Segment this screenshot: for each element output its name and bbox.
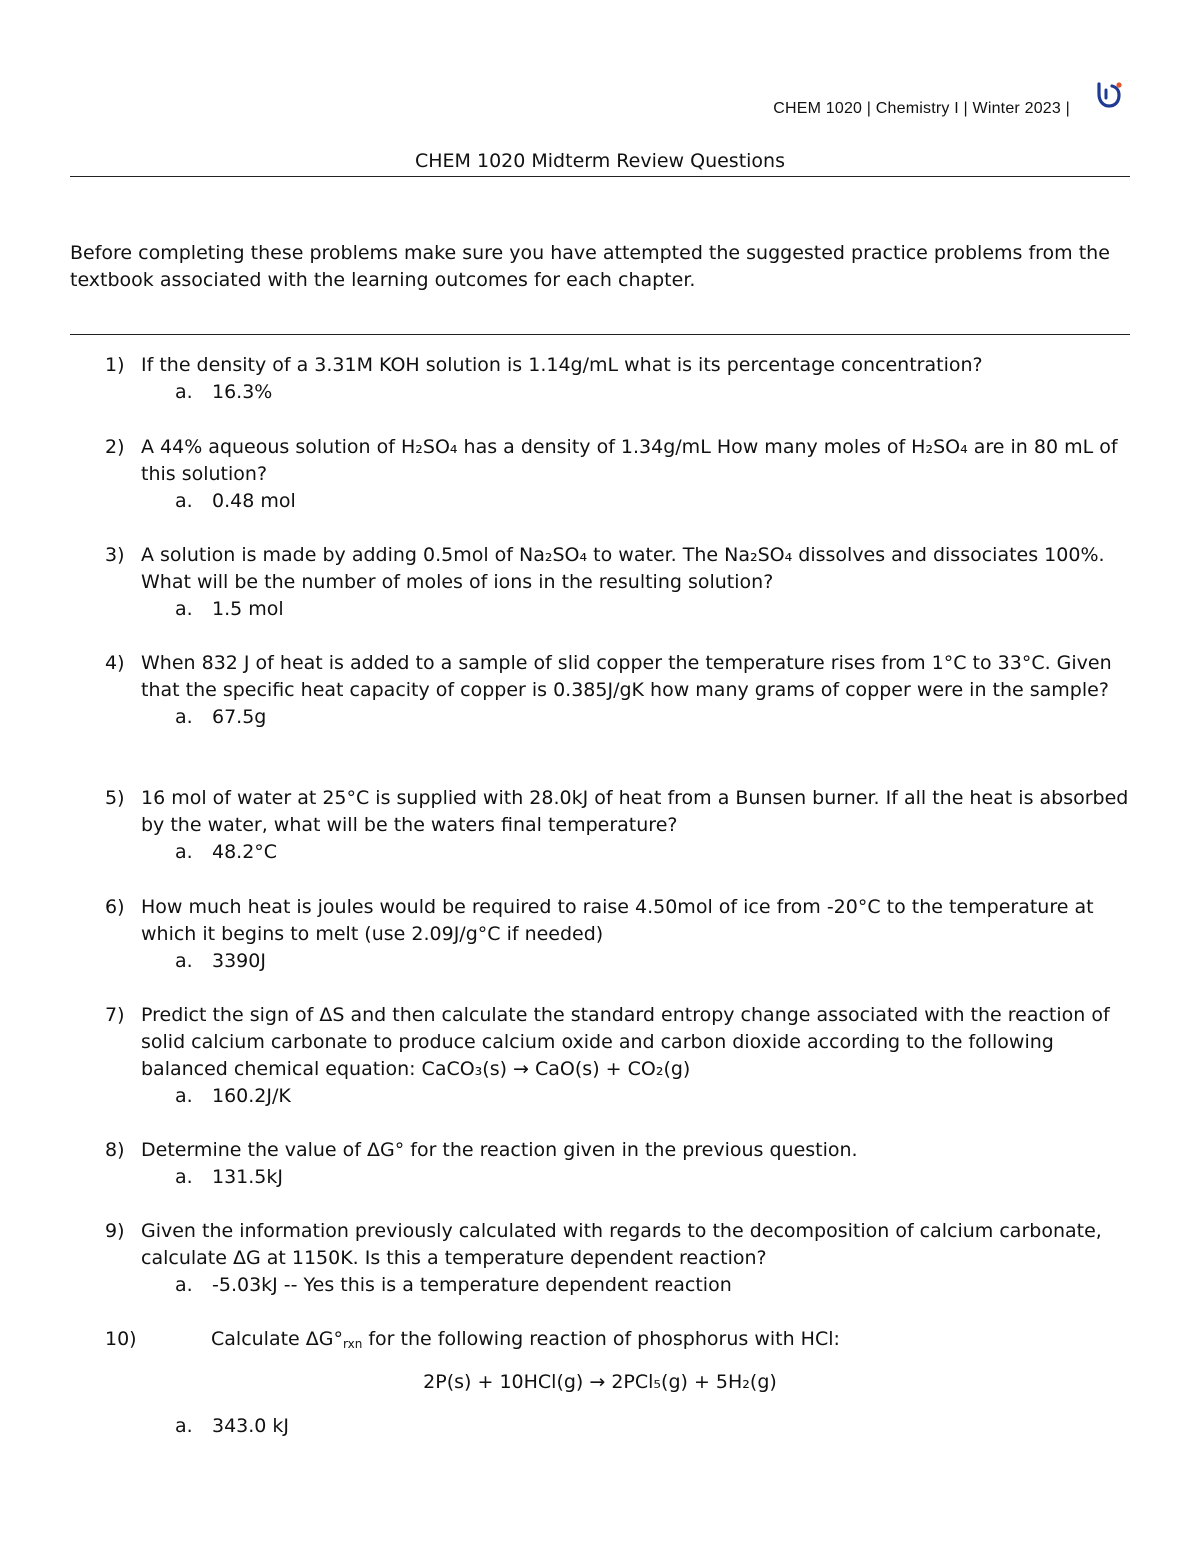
intro-paragraph: Before completing these problems make sure you have attempted the suggested practice problems from the textbook associated with the learning outcomes for each chapter. xyxy=(70,242,1110,291)
answer-letter: a. xyxy=(175,841,193,863)
question-number: 7) xyxy=(105,1004,125,1026)
intro-divider xyxy=(70,334,1130,335)
answer-value: 16.3% xyxy=(212,381,273,403)
answer xyxy=(175,704,1130,731)
question-number: 2) xyxy=(105,436,125,458)
question-text: Predict the sign of ΔS and then calculate the standard entropy change associated with the reaction of solid calcium carbonate to produce calcium oxide and carbon dioxide according to the following balanced chemical equation: CaCO₃(s) → CaO(s) + CO₂(g) xyxy=(141,1004,1110,1080)
institution-logo-icon xyxy=(1094,80,1124,110)
question-text: When 832 J of heat is added to a sample of slid copper the temperature rises from 1°C to 33°C. Given that the specific heat capacity of copper is 0.385J/gK how many grams of copper were in the sample? xyxy=(141,652,1112,701)
question-9 xyxy=(105,1218,1130,1299)
question-text xyxy=(211,1326,1130,1358)
answer xyxy=(175,948,1130,975)
answer xyxy=(175,1164,1130,1191)
answer-letter: a. xyxy=(175,598,193,620)
question-7 xyxy=(105,1002,1130,1110)
answer xyxy=(175,1083,1130,1110)
answer-letter: a. xyxy=(175,950,193,972)
question-6 xyxy=(105,894,1130,975)
document-title: CHEM 1020 Midterm Review Questions xyxy=(415,150,785,172)
question-10 xyxy=(105,1326,1130,1358)
question-number: 9) xyxy=(105,1220,125,1242)
question-text: How much heat is joules would be required to raise 4.50mol of ice from -20°C to the temperature at which it begins to melt (use 2.09J/g°C if needed) xyxy=(141,896,1094,945)
answer xyxy=(175,488,1130,515)
answer-value: 131.5kJ xyxy=(212,1166,283,1188)
answer-letter: a. xyxy=(175,706,193,728)
answer xyxy=(175,379,1130,406)
answer-value: 160.2J/K xyxy=(212,1085,291,1107)
question-number: 10) xyxy=(105,1328,137,1350)
title-divider xyxy=(70,176,1130,177)
question-1 xyxy=(105,352,1130,406)
answer-letter: a. xyxy=(175,490,193,512)
answer-value: 3390J xyxy=(212,950,266,972)
question-3 xyxy=(105,542,1130,623)
question-5 xyxy=(105,785,1130,866)
answer-letter: a. xyxy=(175,381,193,403)
question-text-after: for the following reaction of phosphorus with HCl: xyxy=(362,1328,840,1350)
question-number: 3) xyxy=(105,544,125,566)
answer-letter: a. xyxy=(175,1166,193,1188)
answer-value: 48.2°C xyxy=(212,841,278,863)
question-10-answer xyxy=(105,1413,1130,1440)
question-8 xyxy=(105,1137,1130,1191)
question-text: Given the information previously calculated with regards to the decomposition of calcium carbonate, calculate ΔG at 1150K. Is this a temperature dependent reaction? xyxy=(141,1220,1102,1269)
answer-letter: a. xyxy=(175,1274,193,1296)
question-text: A 44% aqueous solution of H₂SO₄ has a density of 1.34g/mL How many moles of H₂SO₄ are in 80 mL of this solution? xyxy=(141,436,1118,485)
question-text: If the density of a 3.31M KOH solution is 1.14g/mL what is its percentage concentration? xyxy=(141,354,983,376)
answer-value: 0.48 mol xyxy=(212,490,296,512)
question-text: Determine the value of ΔG° for the reaction given in the previous question. xyxy=(141,1139,858,1161)
answer xyxy=(175,596,1130,623)
answer-value: -5.03kJ -- Yes this is a temperature dependent reaction xyxy=(212,1274,732,1296)
answer xyxy=(175,839,1130,866)
question-number: 8) xyxy=(105,1139,125,1161)
question-2 xyxy=(105,434,1130,515)
reaction-equation: 2P(s) + 10HCl(g) → 2PCl₅(g) + 5H₂(g) xyxy=(423,1371,777,1393)
question-number: 6) xyxy=(105,896,125,918)
answer xyxy=(175,1413,1130,1440)
question-4 xyxy=(105,650,1130,731)
answer-letter: a. xyxy=(175,1085,193,1107)
header-course-info: CHEM 1020 | Chemistry I | Winter 2023 | xyxy=(773,100,1070,117)
question-number: 4) xyxy=(105,652,125,674)
question-number: 1) xyxy=(105,354,125,376)
answer-letter: a. xyxy=(175,1415,193,1437)
question-text-before: Calculate ΔG° xyxy=(211,1328,343,1350)
answer-value: 67.5g xyxy=(212,706,267,728)
answer-value: 1.5 mol xyxy=(212,598,284,620)
answer xyxy=(175,1272,1130,1299)
answer-value: 343.0 kJ xyxy=(212,1415,290,1437)
question-text: 16 mol of water at 25°C is supplied with 28.0kJ of heat from a Bunsen burner. If all the heat is absorbed by the water, what will be the waters final temperature? xyxy=(141,787,1129,836)
question-text-subscript: rxn xyxy=(343,1337,363,1351)
question-text: A solution is made by adding 0.5mol of Na₂SO₄ to water. The Na₂SO₄ dissolves and dissociates 100%. What will be the number of moles of ions in the resulting solution? xyxy=(141,544,1105,593)
question-number: 5) xyxy=(105,787,125,809)
